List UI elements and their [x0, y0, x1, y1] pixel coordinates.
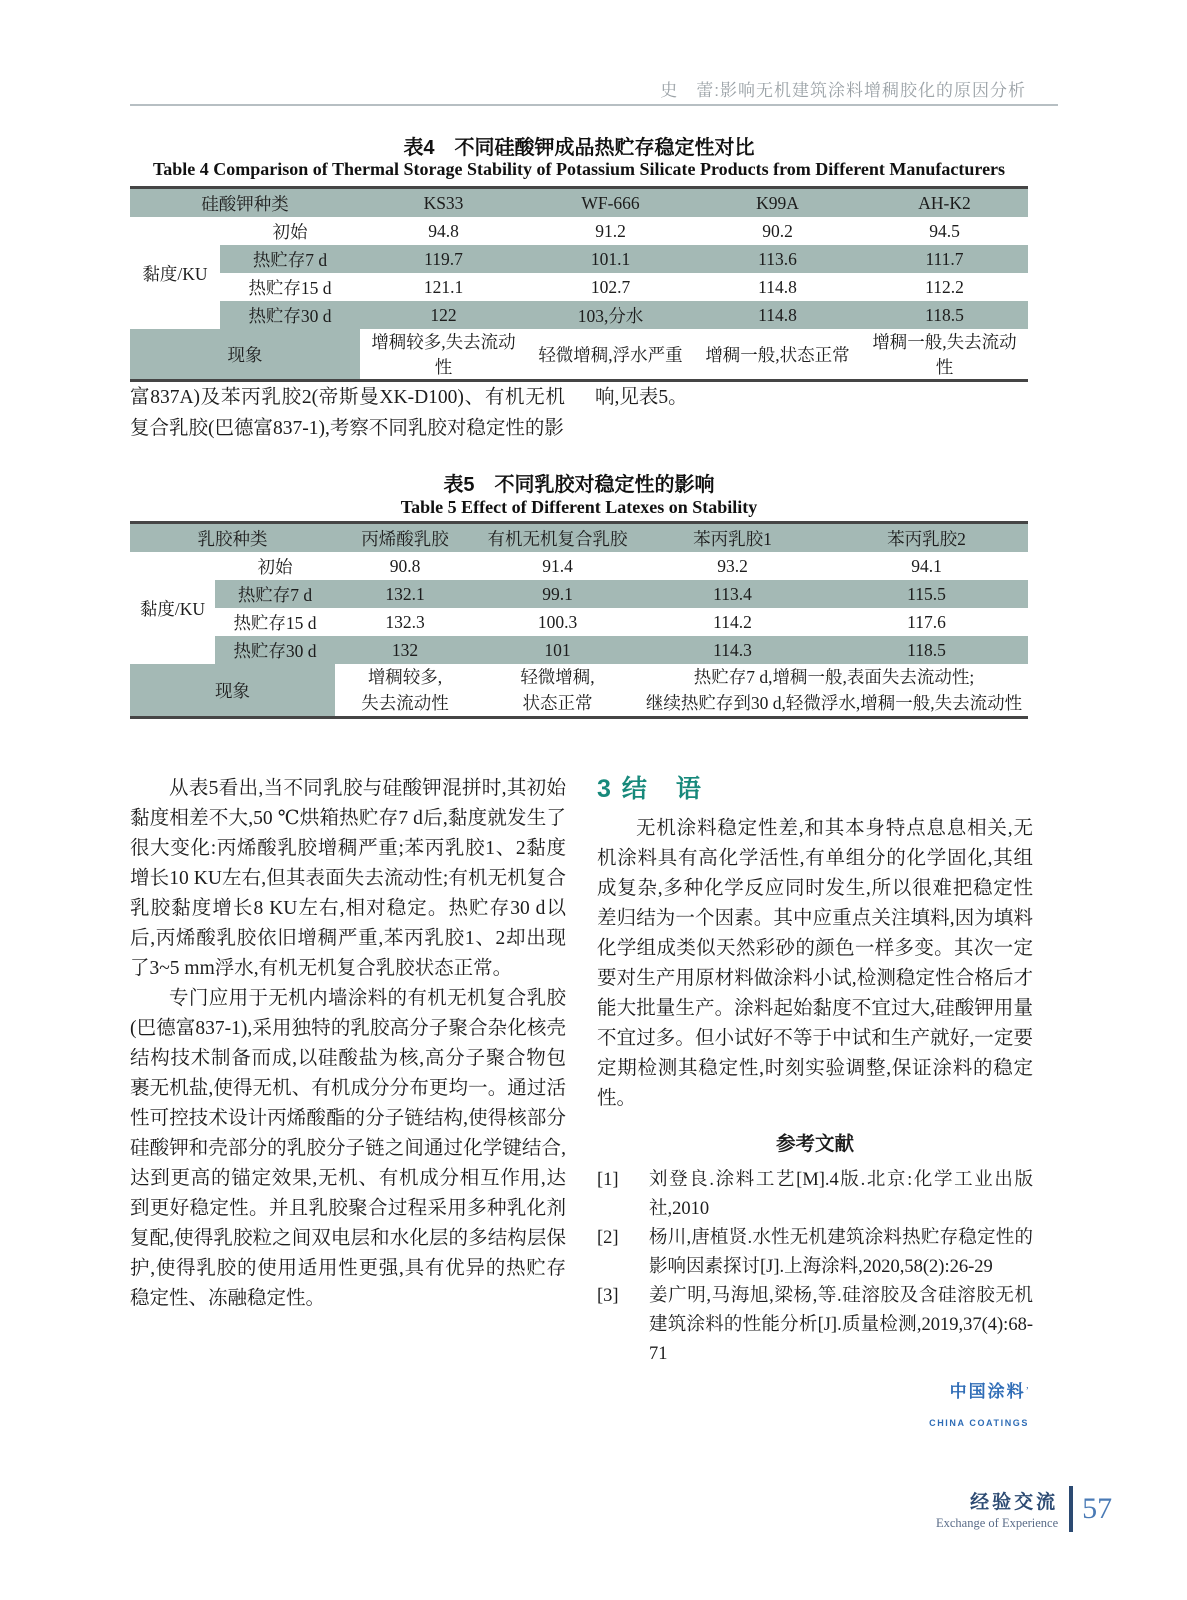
- table-cell: 增稠一般,状态正常: [705, 344, 850, 365]
- table-cell: [640, 664, 1028, 718]
- references-heading: 参考文献: [775, 1133, 854, 1155]
- table-cell: 现象: [130, 329, 360, 381]
- table-cell: 94.8: [428, 220, 459, 241]
- table-cell: 132: [335, 636, 475, 664]
- bridge-paragraph: [130, 382, 1030, 444]
- paragraph: 专门应用于无机内墙涂料的有机无机复合乳胶(巴德富837-1),采用独特的乳胶高分子聚合杂化核壳结构技术制备而成,以硅酸盐为核,高分子聚合物包裹无机盐,使得无机、有机成分分布更均一。通过活性可控技术设计丙烯酸酯的分子链结构,使得核部分硅酸钾和壳部分的乳胶分子链之间通过化学键结合,达到更高的锚定效果,无机、有机成分相互作用,达到更好稳定性。并且乳胶聚合过程采用多种乳化剂复配,使得乳胶粒之间双电层和水化层的多结构层保护,使得乳胶的使用适用性更强,具有优异的热贮存稳定性、冻融稳定性。: [130, 988, 566, 1309]
- table-cell: 热贮存30 d: [215, 636, 335, 664]
- table-cell: 乳胶种类: [130, 523, 335, 553]
- table-cell: 94.5: [929, 220, 960, 241]
- table-cell: 112.2: [925, 276, 964, 297]
- body-left-column: [130, 774, 566, 1438]
- table-cell: 初始: [257, 556, 293, 577]
- phenomenon-text: 失去流动性: [361, 693, 449, 713]
- bridge-left-text: 富837A)及苯丙乳胶2(帝斯曼XK-D100)、有机无机复合乳胶(巴德富837-1),考察不同乳胶对稳定性的影: [130, 387, 565, 439]
- table-cell: WF-666: [527, 188, 694, 218]
- table-cell: 113.4: [640, 580, 825, 608]
- table-row: [130, 329, 1028, 381]
- table-row: [130, 245, 1028, 273]
- paragraph: 从表5看出,当不同乳胶与硅酸钾混拼时,其初始黏度相差不大,50 ℃烘箱热贮存7 d后,黏度就发生了很大变化:丙烯酸乳胶增稠严重;苯丙乳胶1、2黏度增长10 KU左右,但其表面失去流动性;有机无机复合乳胶黏度增长8 KU左右,相对稳定。热贮存30 d以后,丙烯酸乳胶依旧增稠严重,苯丙乳胶1、2却出现了3~5 mm浮水,有机无机复合乳胶状态正常。: [130, 778, 566, 979]
- table-cell: [475, 664, 640, 718]
- table-cell: 黏度/KU: [130, 217, 220, 329]
- reference-item: [597, 1282, 1033, 1369]
- table-cell: 热贮存7 d: [215, 580, 335, 608]
- table-cell: 99.1: [475, 580, 640, 608]
- logo-zh-text: 中国涂料: [949, 1382, 1026, 1401]
- table-cell: 有机无机复合乳胶: [475, 523, 640, 553]
- table5: [130, 521, 1028, 719]
- table-cell: AH-K2: [861, 188, 1028, 218]
- table-row: [130, 636, 1028, 664]
- table-cell: 114.2: [713, 611, 752, 632]
- table-cell: 103,分水: [527, 301, 694, 329]
- table-cell: 苯丙乳胶2: [825, 523, 1028, 553]
- table-row: [130, 188, 1028, 218]
- table-cell: 118.5: [825, 636, 1028, 664]
- phenomenon-text: 轻微增稠,: [520, 667, 595, 687]
- footer-divider: [1069, 1486, 1073, 1532]
- table-row: [130, 273, 1028, 301]
- phenomenon-text: 状态正常: [522, 693, 593, 713]
- reference-number: [1]: [597, 1170, 619, 1190]
- table-cell: 90.2: [762, 220, 793, 241]
- table4-title-zh: 表4 不同硅酸钾成品热贮存稳定性对比: [403, 137, 755, 159]
- logo-en-text: CHINA COATINGS: [929, 1418, 1029, 1428]
- table-cell: 热贮存15 d: [233, 612, 317, 633]
- table-cell: 增稠较多,失去流动性: [371, 332, 516, 377]
- table-cell: 102.7: [590, 276, 631, 297]
- table-row: [130, 523, 1028, 553]
- reference-text: 姜广明,马海旭,梁杨,等.硅溶胶及含硅溶胶无机建筑涂料的性能分析[J].质量检测,2019,37(4):68-71: [649, 1286, 1033, 1364]
- table-cell: 90.8: [389, 555, 421, 576]
- table-cell: 初始: [272, 221, 308, 242]
- table-cell: 118.5: [861, 301, 1028, 329]
- table-row: [130, 608, 1028, 636]
- header-rule: [130, 104, 1058, 106]
- reference-number: [3]: [597, 1286, 619, 1306]
- table-cell: 94.1: [911, 555, 942, 576]
- table-cell: 93.2: [717, 555, 748, 576]
- conclusion-heading: 3 结 语: [597, 775, 703, 803]
- table-cell: 热贮存15 d: [248, 277, 332, 298]
- footer-section-label-en: Exchange of Experience: [936, 1516, 1059, 1530]
- reference-text: 刘登良.涂料工艺[M].4版.北京:化学工业出版社,2010: [649, 1170, 1033, 1219]
- table-cell: 91.2: [595, 220, 626, 241]
- table-cell: 113.6: [694, 245, 861, 273]
- table-cell: 119.7: [360, 245, 527, 273]
- table-cell: 硅酸钾种类: [130, 188, 360, 218]
- reference-text: 杨川,唐植贤.水性无机建筑涂料热贮存稳定性的影响因素探讨[J].上海涂料,2020,58(2):26-29: [649, 1228, 1033, 1277]
- table-cell: KS33: [360, 188, 527, 218]
- page-footer: [936, 1486, 1112, 1532]
- table-cell: 100.3: [537, 611, 578, 632]
- table-cell: 丙烯酸乳胶: [335, 523, 475, 553]
- table-cell: 轻微增稠,浮水严重: [538, 344, 683, 365]
- table-cell: 114.3: [640, 636, 825, 664]
- footer-section: [936, 1487, 1058, 1531]
- phenomenon-text: 热贮存7 d,增稠一般,表面失去流动性;: [693, 667, 975, 687]
- table-cell: 增稠一般,失去流动性: [872, 332, 1017, 377]
- table-cell: 101: [475, 636, 640, 664]
- bridge-right-text: 响,见表5。: [595, 387, 688, 408]
- table-row: [130, 552, 1028, 580]
- table-row: [130, 664, 1028, 718]
- china-coatings-logo: [597, 1377, 1033, 1438]
- reference-item: [597, 1224, 1033, 1282]
- table-cell: 117.6: [907, 611, 946, 632]
- table-cell: [335, 664, 475, 718]
- table-cell: 111.7: [861, 245, 1028, 273]
- table4-title-en: Table 4 Comparison of Thermal Storage Stability of Potassium Silicate Products from Different Manufacturers: [152, 159, 1006, 179]
- table-cell: K99A: [694, 188, 861, 218]
- table-cell: 苯丙乳胶1: [640, 523, 825, 553]
- table5-title-zh: 表5 不同乳胶对稳定性的影响: [443, 474, 715, 496]
- table-cell: 114.8: [694, 301, 861, 329]
- table-cell: 115.5: [825, 580, 1028, 608]
- table-cell: 热贮存7 d: [220, 245, 360, 273]
- table4: [130, 186, 1028, 382]
- table-row: [130, 301, 1028, 329]
- table-row: [130, 217, 1028, 245]
- body-right-column: [597, 774, 1033, 1438]
- running-title: 史 蕾:影响无机建筑涂料增稠胶化的原因分析: [660, 81, 1026, 100]
- logo-trademark: ’: [1025, 1386, 1029, 1397]
- table-cell: 101.1: [527, 245, 694, 273]
- table-cell: 132.1: [335, 580, 475, 608]
- table-cell: 91.4: [542, 555, 573, 576]
- table-cell: 114.8: [758, 276, 797, 297]
- footer-section-label: 经验交流: [970, 1492, 1059, 1513]
- table-cell: 现象: [130, 664, 335, 718]
- phenomenon-text: 增稠较多,: [367, 667, 443, 687]
- table-cell: 122: [360, 301, 527, 329]
- table-cell: 121.1: [423, 276, 464, 297]
- table5-title-en: Table 5 Effect of Different Latexes on Stability: [400, 497, 758, 517]
- phenomenon-text: 继续热贮存到30 d,轻微浮水,增稠一般,失去流动性: [645, 693, 1023, 713]
- table-cell: 热贮存30 d: [220, 301, 360, 329]
- body-columns: [130, 774, 1033, 1438]
- table-cell: 黏度/KU: [130, 552, 215, 664]
- reference-item: [597, 1166, 1033, 1224]
- table-row: [130, 580, 1028, 608]
- reference-number: [2]: [597, 1228, 619, 1248]
- page-number: 57: [1082, 1492, 1113, 1525]
- table-cell: 132.3: [385, 611, 425, 632]
- conclusion-paragraph: 无机涂料稳定性差,和其本身特点息息相关,无机涂料具有高化学活性,有单组分的化学固化,其组成复杂,多种化学反应同时发生,所以很难把稳定性差归结为一个因素。其中应重点关注填料,因为填料化学组成类似天然彩砂的颜色一样多变。其次一定要对生产用原材料做涂料小试,检测稳定性合格后才能大批量生产。涂料起始黏度不宜过大,硅酸钾用量不宜过多。但小试好不等于中试和生产就好,一定要定期检测其稳定性,时刻实验调整,保证涂料的稳定性。: [597, 818, 1033, 1109]
